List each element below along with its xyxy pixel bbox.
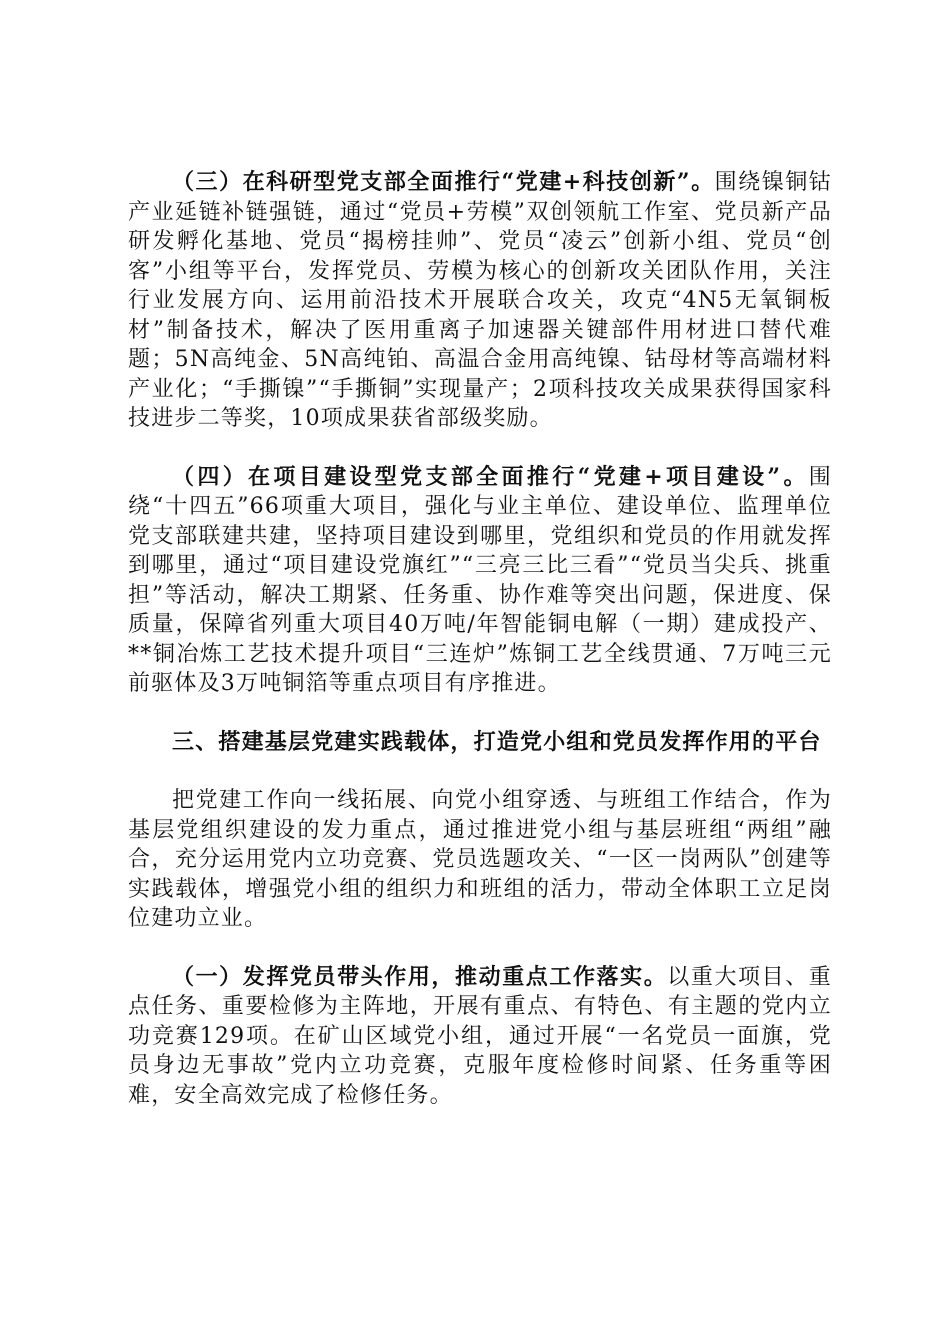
section-3-lead: （三）在科研型党支部全面推行“党建+科技创新”。 <box>172 169 715 195</box>
document-body <box>128 168 832 1139</box>
section-3-paragraph <box>128 168 832 434</box>
subsection-1-body: 以重大项目、重点任务、重要检修为主阵地，开展有重点、有特色、有主题的党内立功竞赛129项。在矿山区域党小组，通过开展“一名党员一面旗，党员身边无事故”党内立功竞赛，克服年度检修时间紧、任务重等困难，安全高效完成了检修任务。 <box>128 964 833 1108</box>
subsection-1-paragraph <box>128 963 832 1111</box>
chapter-3-heading: 三、搭建基层党建实践载体，打造党小组和党员发挥作用的平台 <box>172 728 822 755</box>
section-4-lead: （四）在项目建设型党支部全面推行“党建+项目建设”。 <box>172 463 809 490</box>
section-4-body: 围绕“十四五”66项重大项目，强化与业主单位、建设单位、监理单位党支部联建共建，坚持项目建设到哪里，党组织和党员的作用就发挥到哪里，通过“项目建设党旗红”“三亮三比三看”“党员当尖兵、挑重担”等活动，解决工期紧、任务重、协作难等突出问题，保进度、保质量，保障省列重大项目40万吨/年智能铜电解（一期）建成投产、**铜冶炼工艺技术提升项目“三连炉”炼铜工艺全线贯通、7万吨三元前驱体及3万吨铜箔等重点项目有序推进。 <box>128 464 832 696</box>
section-3-body: 围绕镍铜钴产业延链补链强链，通过“党员+劳模”双创领航工作室、党员新产品研发孵化基地、党员“揭榜挂帅”、党员“凌云”创新小组、党员“创客”小组等平台，发挥党员、劳模为核心的创新攻关团队作用，关注行业发展方向、运用前沿技术开展联合攻关，攻克“4N5无氧铜板材”制备技术，解决了医用重离子加速器关键部件用材进口替代难题；5N高纯金、5N高纯铂、高温合金用高纯镍、钴母材等高端材料产业化；“手撕镍”“手撕铜”实现量产；2项科技攻关成果获得国家科技进步二等奖，10项成果获省部级奖励。 <box>128 170 832 431</box>
chapter-3-intro: 把党建工作向一线拓展、向党小组穿透、与班组工作结合，作为基层党组织建设的发力重点，通过推进党小组与基层班组“两组”融合，充分运用党内立功竞赛、党员选题攻关、“一区一岗两队”创建等实践载体，增强党小组的组织力和班组的活力，带动全体职工立足岗位建功立业。 <box>128 788 832 931</box>
section-4-paragraph <box>128 463 832 699</box>
subsection-1-lead: （一）发挥党员带头作用，推动重点工作落实。 <box>172 963 668 990</box>
